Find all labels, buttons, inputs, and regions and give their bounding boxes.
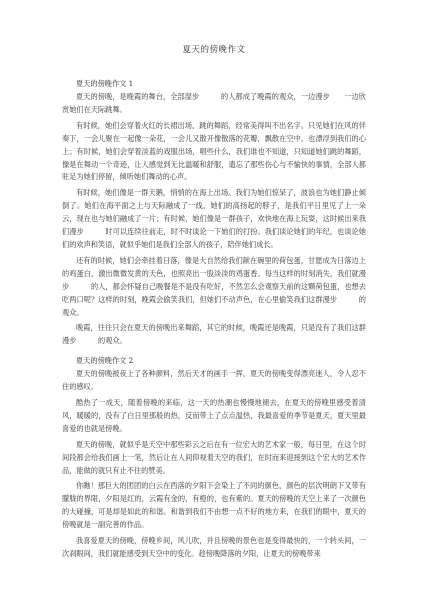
paragraph: 夏天的傍晚，是晚霞的舞台，全部湿步 的人都成了晚霞的观众，一边漫步 一边欣赏她们在天际跳舞。 [62,92,366,114]
paragraph: 你瞧！那巨大的团团的白云在西落的夕阳下会染上了不同的颜色，颜色的层次明朗下又带有朦胧的界限，夕阳是红的，云霞有金的，有橙的，也有紫的。夏天的傍晚的天空上来了一次颜色的大碰撞，可是却是如此的和谐。和谐到我们不由想一点不好的地方来，在我们的眼中，夏天的傍晚就是一副完善的作品。 [62,481,366,530]
paragraph: 夏天的傍晚被夜上了各种颜料，然后天才的画手一挥，夏天的傍晚变得漂亮迷人，令人忍不住的感叹。 [62,369,366,392]
section-heading: 夏天的傍晚作文 1 [76,79,134,88]
paragraph: 有时候，她们像是一群天鹅，悄悄的在海上出场。我们为她们惊呆了，波浪也为她们静止倾倒了。她们在海平面之上与天际融成了一线，她们的高扬起的脖子，是我们平日里见了上一朵云，现在也与她们融成了一片；有时候，她们像是一群孩子，欢快地在海上玩耍，这时候出来我们漫步 时可以连续往前走，时不时谈论一下她们的打扮。我们谈论她们的年纪，也谈论她们的欢声和笑语，就似乎她们是我们全部人的孩子，陪伴她们成长。 [62,188,366,249]
paragraph: 有时候，她们会穿着火红的长裙出场，跳的舞蹈，经常美得叫不出名字。只见她们在风的伴奏下，一会儿聚在一起像一朵花，一会儿又散开像散落的花瓣，飘散在空中。也漂浮到我们的心上；有时候，她们会穿着淡蓝的戏服出场，唱些什么，我们谁也不知道，只知道她们跳的舞蹈，像是在舞动一个奇迹，让人感觉到无比温暖和舒服，遗忘了那些伤心与不愉快的事情，全部人都驻足为她们停留，倾听她们舞动的心声。 [62,120,366,182]
paragraph: 还有的时候，她们会牵挂着日落，像是大自然给我们献在碗里的荷包蛋，甘愿成为日落边上的鸡蛋白，激出微微发黄的天色，也照亮出一股淡淡的鸡蛋香。每当这样的时刻消失，我们就漫步 的人，都会怀疑自己晚餐是不是没有吃好，不然怎么会观察天前的这颗荷包蛋，也想去吃两口呢？这样的时刻，晚霞会偷笑我们，但她们不动声色，在心里偷笑我们这群漫步 的观众。 [62,255,366,317]
paragraph: 夏天的傍晚，就似乎是天空中那些彩云之后在有一位宏大的艺术家一般，每日里，在这个时间段都会给我们画上一笔，然后让在人间仰视着天空的我们，在时而来迎接到这个宏大的艺术作品，能做的就只有止不住的赞美。 [62,439,366,475]
essay-section-1 [62,78,366,348]
paragraph: 酷热了一成天，随着傍晚的来临，这一天的热潮也慢慢地褪去，在夏天的傍晚里感受着清风，暖暖的，没有了白日里那般的热，反而带上了点点温热，我最喜爱的季节是夏天，夏天里最喜爱的也就是傍晚。 [62,398,366,433]
document-title: 夏天的傍晚作文 [182,45,246,55]
paragraph: 我喜爱夏天的傍晚，傍晚乡间，风儿吹，并且傍晚的景色也是变得最快的，一个转头间，一次刹眼间，我们就能感受到天空中的变化。趁傍晚降落的夕阳，让夏天的傍晚带来 [62,536,366,558]
section-heading: 夏天的傍晚作文 2 [76,356,134,366]
essay-section-2 [62,355,366,561]
paragraph: 晚霞，往往只会在夏天的傍晚出来舞蹈，其它的时候，晚霞还是晚霞，只是没有了我们这群漫步 的观众。 [62,323,366,346]
